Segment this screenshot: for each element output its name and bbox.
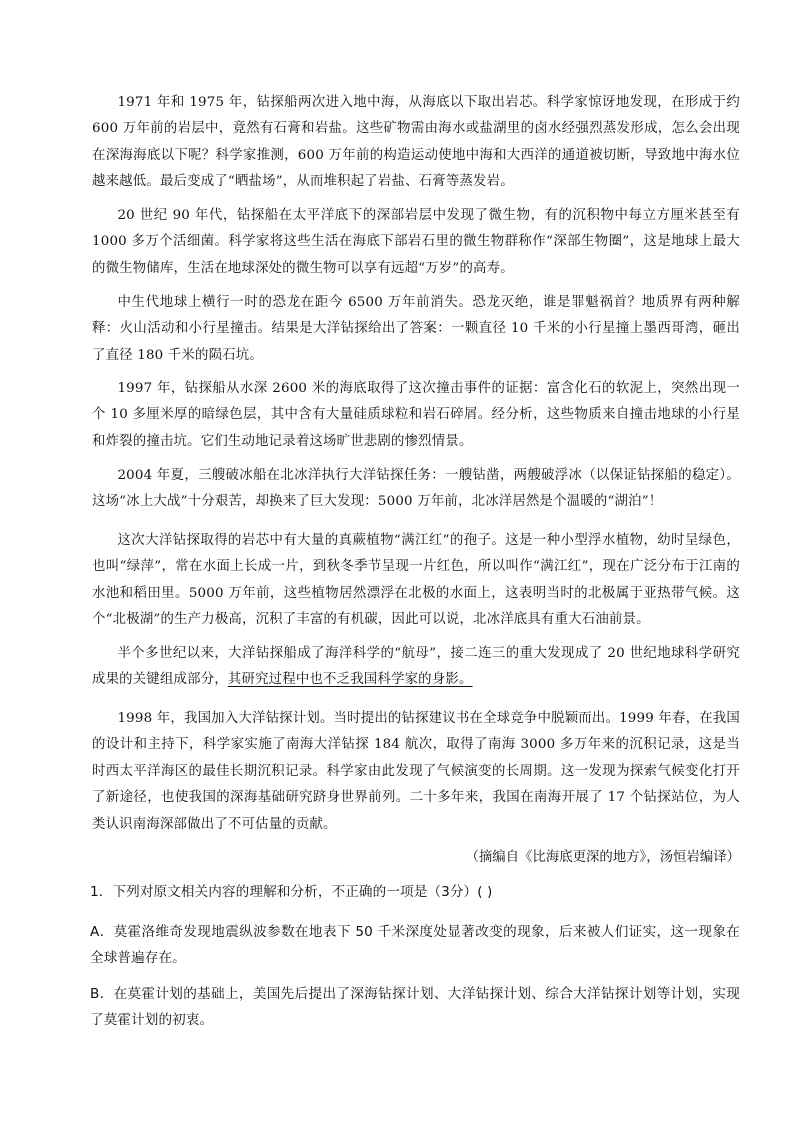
paragraph-drilling-achievements [92, 641, 740, 694]
paragraph-arctic-drilling: 2004 年夏，三艘破冰船在北冰洋执行大洋钻探任务：一艘钻凿，两艘破浮冰（以保证钻探船的稳定）。这场“冰上大战”十分艰苦，却换来了巨大发现：5000 万年前，北冰洋居然是个温暖的“湖泊”！ [92, 468, 740, 510]
option-b: B．在莫霍计划的基础上，美国先后提出了深海钻探计划、大洋钻探计划、综合大洋钻探计划等计划，实现了莫霍计划的初衷。 [90, 986, 740, 1029]
paragraph-deep-biosphere: 20 世纪 90 年代，钻探船在太平洋底下的深部岩层中发现了微生物，有的沉积物中每立方厘米甚至有 1000 多万个活细菌。科学家将这些生活在海底下部岩石里的微生物群称作“深部生物圈”，这是地球上最大的微生物储库，生活在地球深处的微生物可以享有远超“万岁”的高寿。 [92, 208, 740, 276]
source-citation: （摘编自《比海底更深的地方》，汤恒岩编译） [465, 850, 740, 865]
paragraph-mediterranean: 1971 年和 1975 年，钻探船两次进入地中海，从海底以下取出岩芯。科学家惊讶地发现，在形成于约 600 万年前的岩层中，竟然有石膏和岩盐。这些矿物需由海水或盐湖里的卤水经强烈蒸发形成，怎么会出现在深海海底以下呢？科学家推测，600 万年前的构造运动使地中海和大西洋的通道被切断，导致地中海水位越来越低。最后变成了“晒盐场”，从而堆积起了岩盐、石膏等蒸发岩。 [92, 95, 740, 190]
underlined-sentence: 其研究过程中也不乏我国科学家的身影。 [227, 672, 473, 688]
achievements-text: 半个多世纪以来，大洋钻探船成了海洋科学的“航母”，接二连三的重大发现成了 20 世纪地球科学研究成果的关键组成部分， [92, 646, 740, 688]
paragraph-china-drilling: 1998 年，我国加入大洋钻探计划。当时提出的钻探建议书在全球竞争中脱颖而出。1999 年春，在我国的设计和主持下，科学家实施了南海大洋钻探 184 航次，取得了南海 3000 多万年来的沉积记录，这是当时西太平洋海区的最佳长期沉积记录。科学家由此发现了气候演变的长周期。这一发现为探索气候变化打开了新途径，也使我国的深海基础研究跻身世界前列。二十多年来，我国在南海开展了 17 个钻探站位，为人类认识南海深部做出了不可估量的贡献。 [92, 711, 740, 832]
paragraph-impact-evidence: 1997 年，钻探船从水深 2600 米的海底取得了这次撞击事件的证据：富含化石的软泥上，突然出现一个 10 多厘米厚的暗绿色层，其中含有大量硅质球粒和岩石碎屑。经分析，这些物质来自撞击地球的小行星和炸裂的撞击坑。它们生动地记录着这场旷世悲剧的惨烈情景。 [92, 381, 740, 449]
question-stem: 1．下列对原文相关内容的理解和分析，不正确的一项是（3分）( ) [90, 884, 493, 900]
option-a: A．莫霍洛维奇发现地震纵波参数在地表下 50 千米深度处显著改变的现象，后来被人们证实，这一现象在全球普遍存在。 [90, 924, 740, 967]
paragraph-dinosaur-extinction: 中生代地球上横行一时的恐龙在距今 6500 万年前消失。恐龙灭绝，谁是罪魁祸首？地质界有两种解释：火山活动和小行星撞击。结果是大洋钻探给出了答案：一颗直径 10 千米的小行星撞上墨西哥湾，砸出了直径 180 千米的陨石坑。 [92, 295, 740, 363]
paragraph-azolla: 这次大洋钻探取得的岩芯中有大量的真蕨植物“满江红”的孢子。这是一种小型浮水植物，幼时呈绿色，也叫“绿萍”，常在水面上长成一片，到秋冬季节呈现一片红色，所以叫作“满江红”，现在广泛分布于江南的水池和稻田里。5000 万年前，这些植物居然漂浮在北极的水面上，这表明当时的北极属于亚热带气候。这个“北极湖”的生产力极高，沉积了丰富的有机碳，因此可以说，北冰洋底具有重大石油前景。 [92, 533, 740, 628]
